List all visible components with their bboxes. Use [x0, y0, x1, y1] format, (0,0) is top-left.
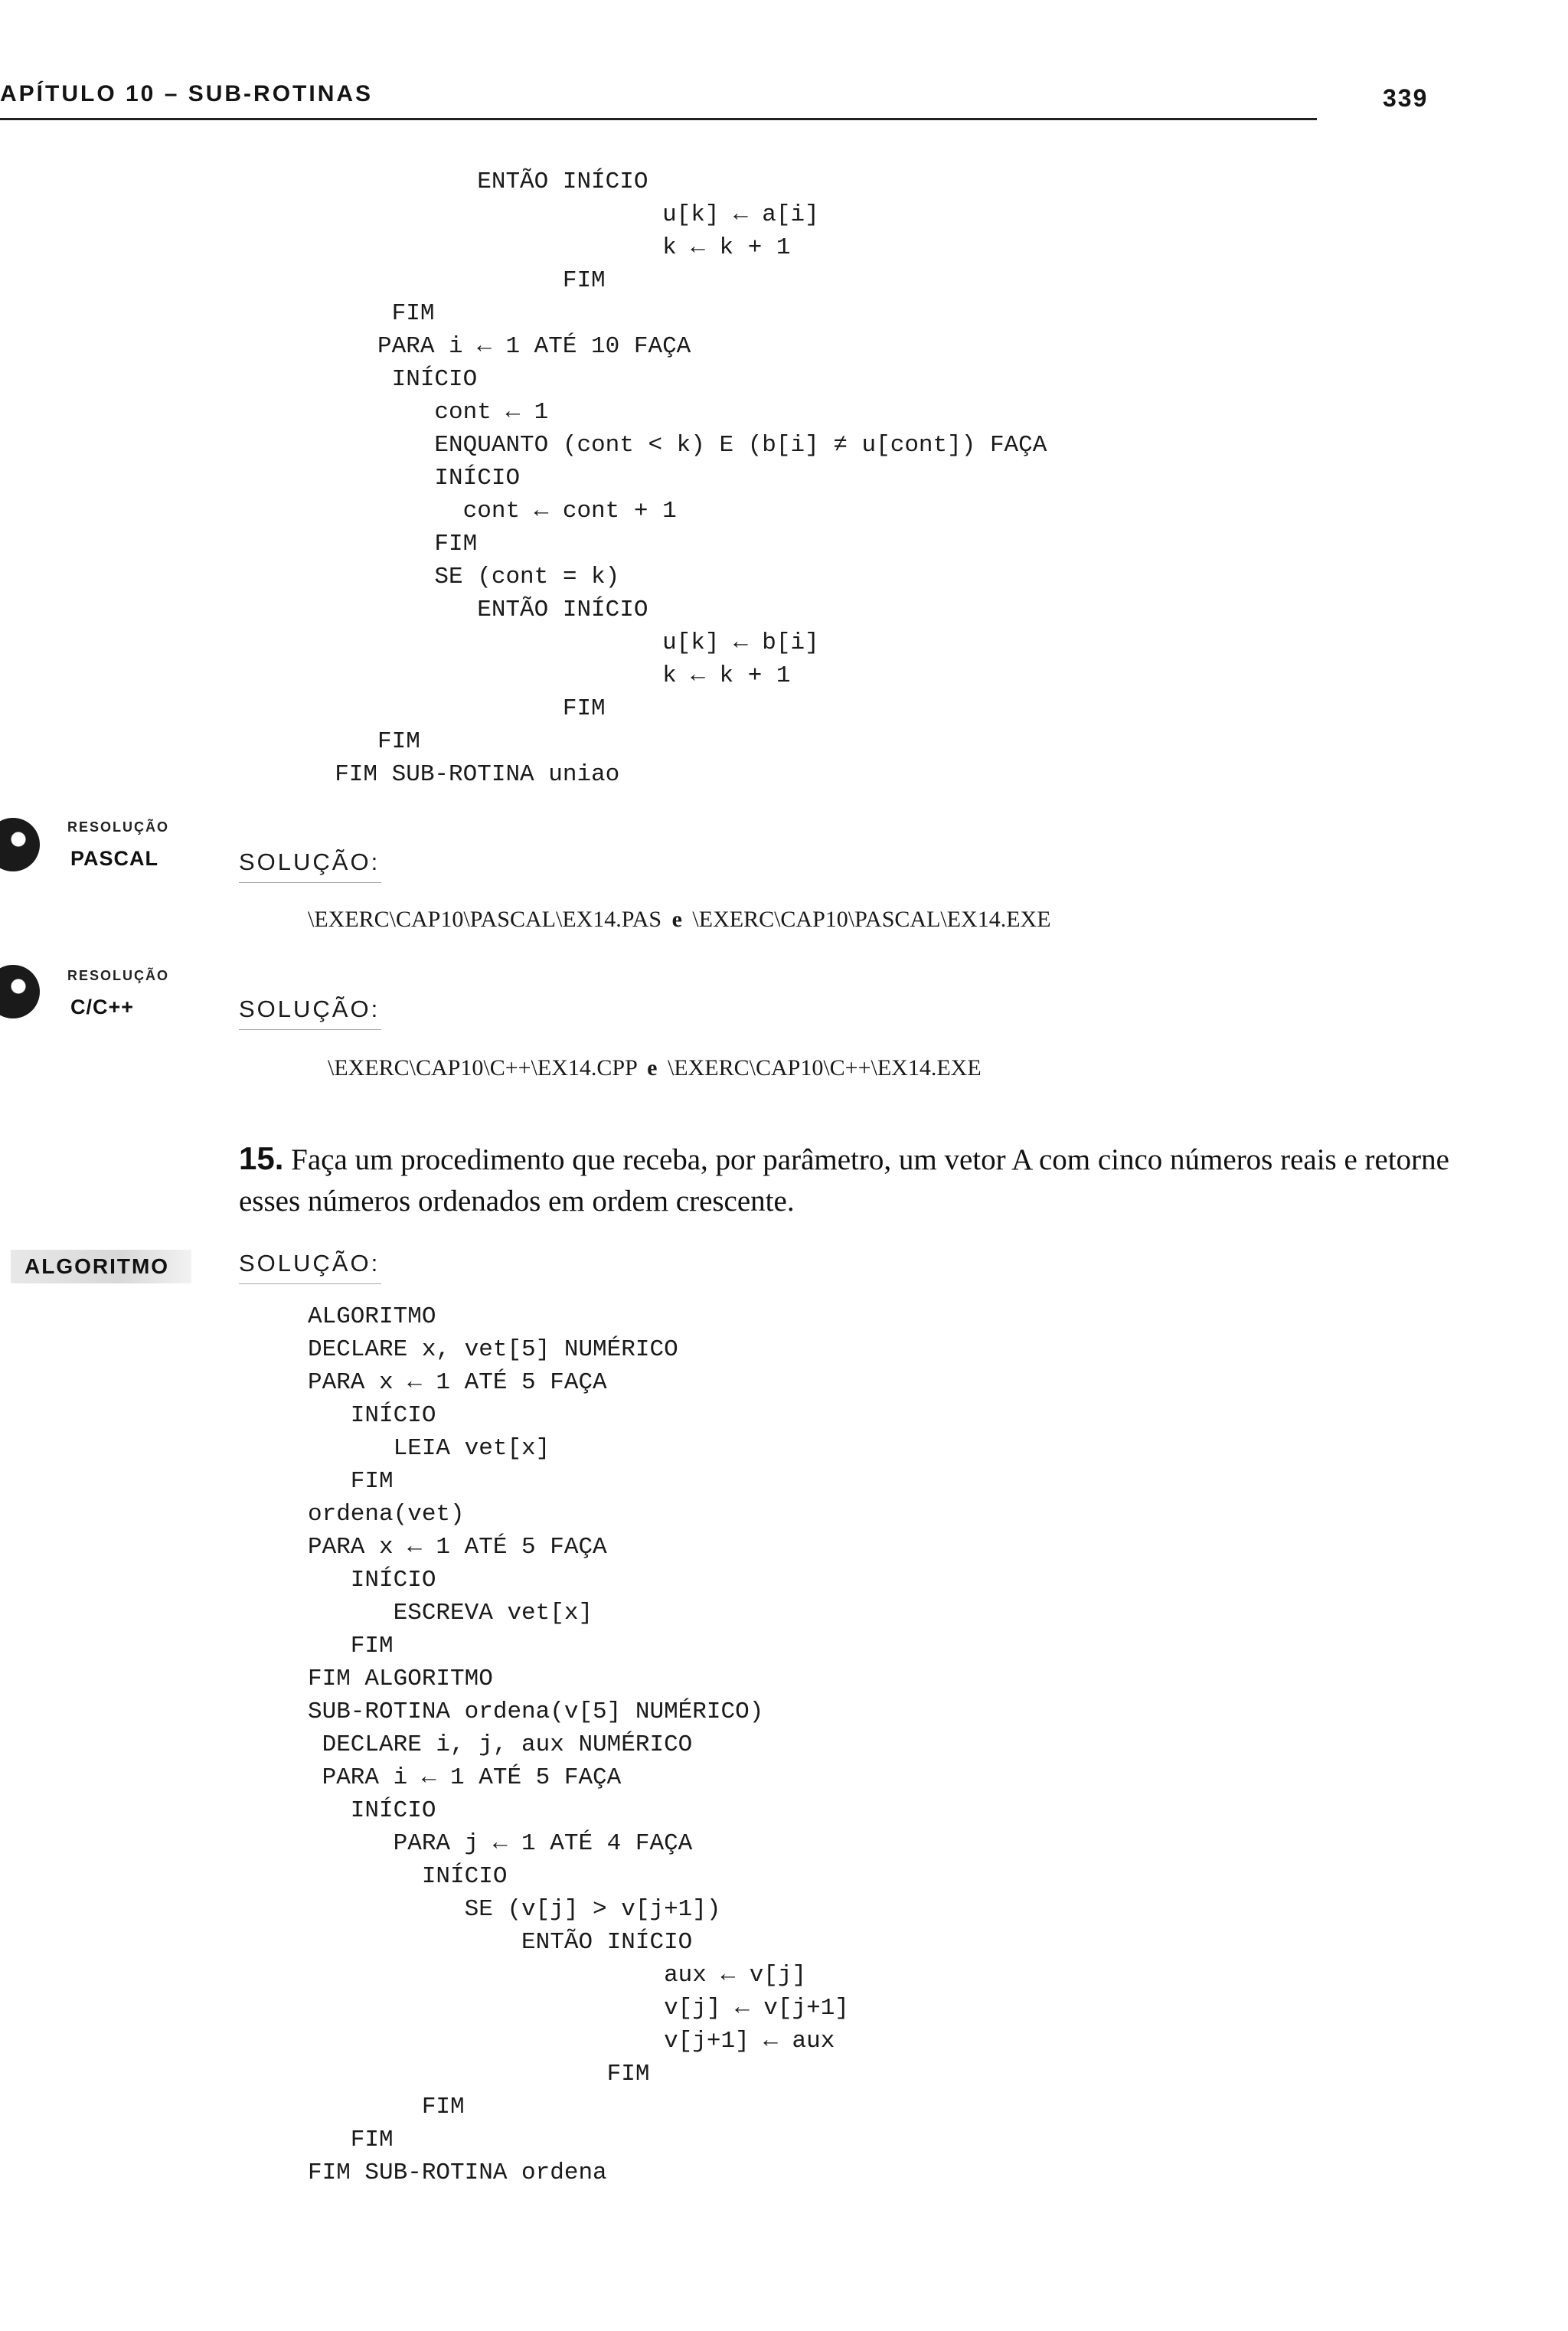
resolucao-cpp-icon — [0, 965, 40, 1018]
badge-small-label: RESOLUÇÃO — [67, 819, 170, 835]
solucao-label: SOLUÇÃO: — [239, 848, 381, 875]
code-line: INÍCIO — [421, 1863, 508, 1890]
code-line: ESCREVA vet[x] — [393, 1600, 593, 1626]
resolucao-pascal-icon — [0, 818, 40, 871]
algoritmo-badge: ALGORITMO — [24, 1254, 170, 1278]
badge-big-label: PASCAL — [70, 847, 159, 870]
code-line: ENQUANTO (cont < k) E (b[i] ≠ u[cont]) FAÇA — [434, 432, 1047, 459]
code-line: PARA x ← 1 ATÉ 5 FAÇA — [308, 1369, 607, 1396]
code-line: INÍCIO — [391, 366, 478, 393]
file-paths-cpp — [328, 1055, 982, 1081]
code-line: LEIA vet[x] — [393, 1435, 550, 1462]
file-path: \EXERC\CAP10\PASCAL\EX14.EXE — [692, 907, 1051, 932]
file-path: \EXERC\CAP10\C++\EX14.EXE — [667, 1055, 982, 1080]
code-line: PARA j ← 1 ATÉ 4 FAÇA — [393, 1830, 693, 1857]
path-separator: e — [647, 1055, 658, 1080]
file-path: \EXERC\CAP10\PASCAL\EX14.PAS — [308, 907, 662, 932]
code-line: PARA x ← 1 ATÉ 5 FAÇA — [308, 1534, 607, 1561]
code-line: ENTÃO INÍCIO — [477, 597, 648, 623]
code-line: FIM — [562, 695, 606, 722]
code-line: SE (cont = k) — [434, 564, 620, 590]
code-line: INÍCIO — [350, 1567, 436, 1594]
code-line: FIM — [377, 728, 420, 755]
exercise-15 — [239, 1138, 1464, 1222]
solucao-rule — [239, 1283, 381, 1284]
code-line: u[k] ← a[i] — [662, 201, 819, 228]
code-line: FIM ALGORITMO — [308, 1666, 493, 1692]
code-line: DECLARE x, vet[5] NUMÉRICO — [308, 1336, 678, 1363]
code-line: PARA i ← 1 ATÉ 10 FAÇA — [377, 333, 691, 360]
code-line: FIM — [391, 300, 435, 327]
code-line: FIM — [350, 1633, 394, 1659]
solucao-rule — [239, 1029, 381, 1030]
path-separator: e — [671, 907, 682, 932]
code-line: FIM — [350, 1468, 394, 1495]
code-line: FIM SUB-ROTINA ordena — [308, 2159, 607, 2186]
header-rule — [0, 118, 1317, 120]
code-line: DECLARE i, j, aux NUMÉRICO — [322, 1731, 693, 1758]
code-line: FIM — [350, 2127, 394, 2153]
code-block-ordena — [308, 1300, 849, 2189]
solucao-rule — [239, 882, 381, 883]
code-line: FIM — [434, 531, 478, 557]
code-line: u[k] ← b[i] — [662, 629, 819, 656]
code-line: SUB-ROTINA ordena(v[5] NUMÉRICO) — [308, 1698, 764, 1725]
code-line: INÍCIO — [350, 1797, 436, 1824]
exercise-text: Faça um procedimento que receba, por parâmetro, um vetor A com cinco números reais e retorne esses números ordenados em ordem crescente. — [239, 1143, 1449, 1218]
badge-big-label: C/C++ — [70, 995, 135, 1018]
code-line: ENTÃO INÍCIO — [477, 168, 648, 195]
code-line: FIM — [421, 2094, 465, 2120]
code-line: INÍCIO — [350, 1402, 436, 1429]
code-line: ENTÃO INÍCIO — [521, 1929, 693, 1956]
code-line: FIM — [606, 2061, 650, 2087]
file-paths-pascal — [308, 907, 1051, 933]
page-number: 339 — [1383, 84, 1429, 112]
badge-small-label: RESOLUÇÃO — [67, 968, 170, 983]
code-line: FIM — [562, 267, 606, 294]
code-line: k ← k + 1 — [662, 234, 791, 261]
code-line: k ← k + 1 — [662, 662, 791, 689]
solucao-label: SOLUÇÃO: — [239, 995, 381, 1022]
code-line: v[j+1] ← aux — [664, 2028, 835, 2055]
code-line: v[j] ← v[j+1] — [664, 1995, 849, 2022]
code-line: cont ← 1 — [434, 399, 549, 426]
solucao-label: SOLUÇÃO: — [239, 1250, 381, 1277]
code-line: SE (v[j] > v[j+1]) — [464, 1896, 721, 1923]
code-line: cont ← cont + 1 — [462, 498, 677, 525]
code-line: INÍCIO — [434, 465, 521, 492]
chapter-title: APÍTULO 10 – SUB-ROTINAS — [0, 81, 374, 106]
code-block-uniao — [306, 165, 1047, 791]
code-line: FIM SUB-ROTINA uniao — [306, 761, 620, 788]
code-line: PARA i ← 1 ATÉ 5 FAÇA — [322, 1764, 622, 1791]
code-line: ordena(vet) — [308, 1501, 465, 1528]
code-line: ALGORITMO — [308, 1303, 436, 1330]
exercise-number: 15. — [239, 1140, 284, 1176]
file-path: \EXERC\CAP10\C++\EX14.CPP — [328, 1055, 637, 1080]
code-line: aux ← v[j] — [664, 1962, 807, 1989]
